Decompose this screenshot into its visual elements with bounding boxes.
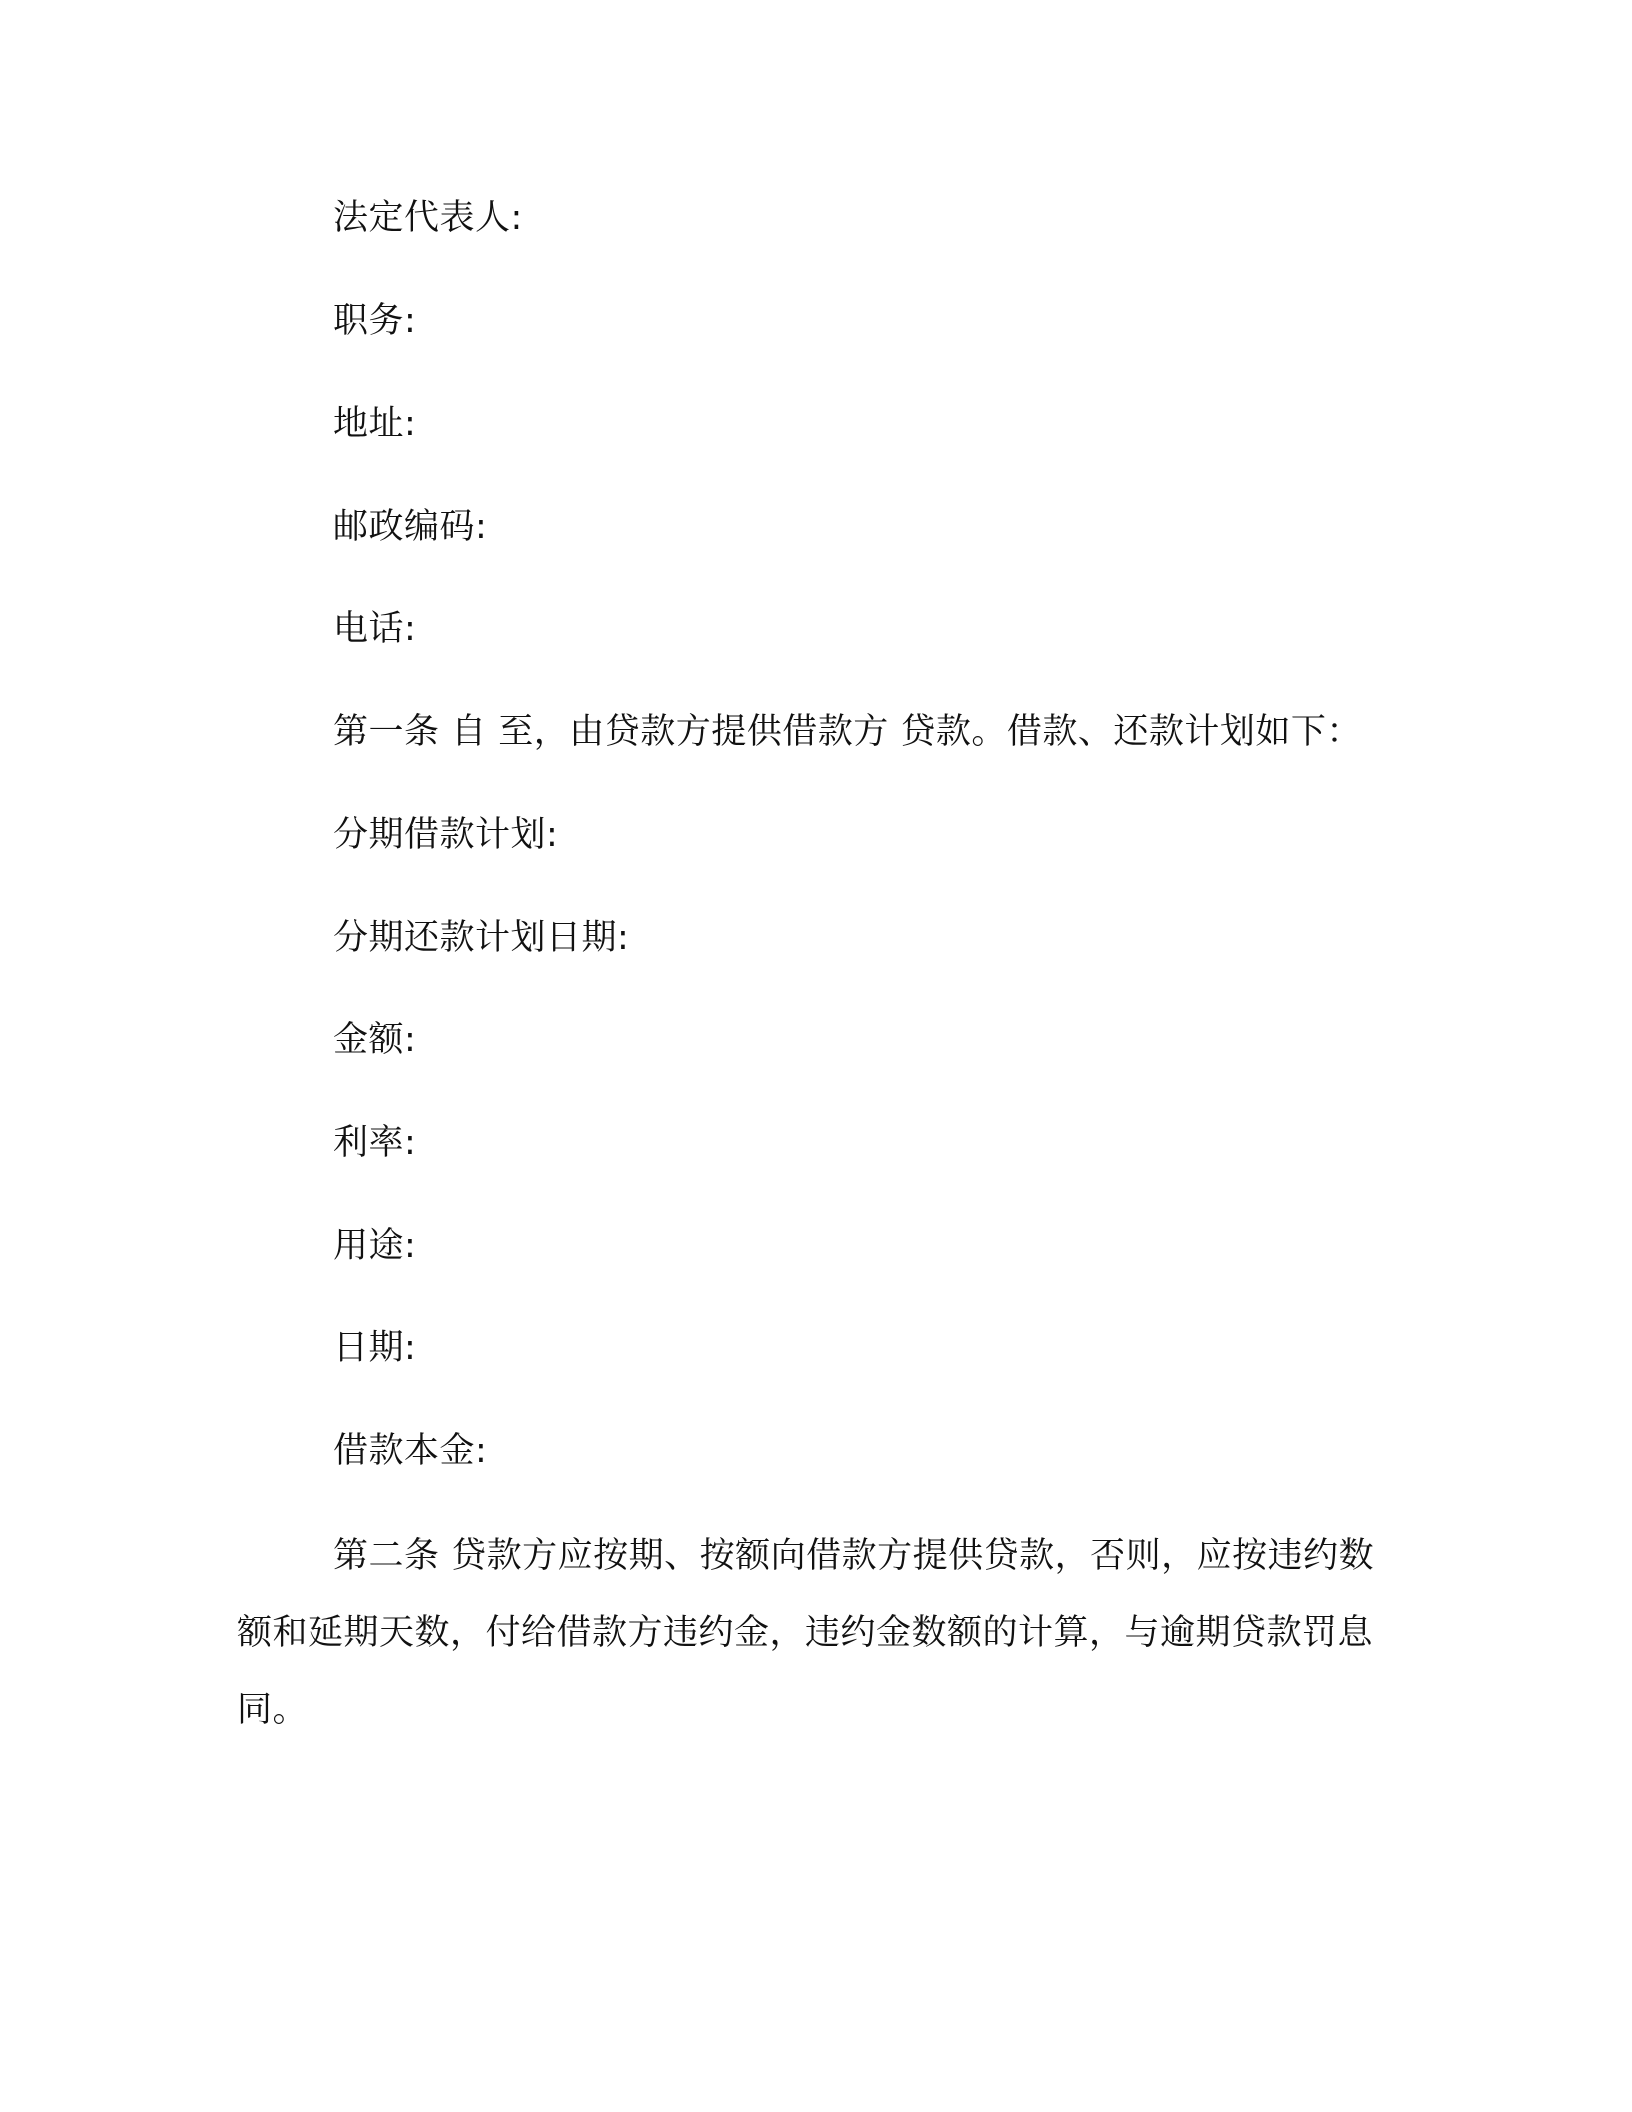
address-field: 地址:: [333, 404, 417, 444]
purpose-field: 用途:: [333, 1226, 417, 1266]
interest-rate-field: 利率:: [333, 1123, 417, 1163]
legal-representative-field: 法定代表人:: [333, 198, 523, 238]
loan-principal-field: 借款本金:: [333, 1431, 488, 1471]
date-field: 日期:: [333, 1328, 417, 1368]
position-field: 职务:: [333, 301, 417, 341]
article-two-text: 第二条 贷款方应按期、按额向借款方提供贷款，否则，应按违约数额和延期天数，付给借款方违约金，违约金数额的计算，与逾期贷款罚息同。: [237, 1536, 1375, 1730]
amount-field: 金额:: [333, 1020, 417, 1060]
article-one-text: 第一条 自 至，由贷款方提供借款方 贷款。借款、还款计划如下：: [333, 712, 1362, 752]
postal-code-field: 邮政编码:: [333, 507, 488, 547]
phone-field: 电话:: [333, 609, 417, 649]
installment-loan-plan-field: 分期借款计划:: [333, 815, 559, 855]
installment-repayment-date-field: 分期还款计划日期:: [333, 918, 630, 958]
article-two-paragraph: [237, 1518, 1387, 1749]
